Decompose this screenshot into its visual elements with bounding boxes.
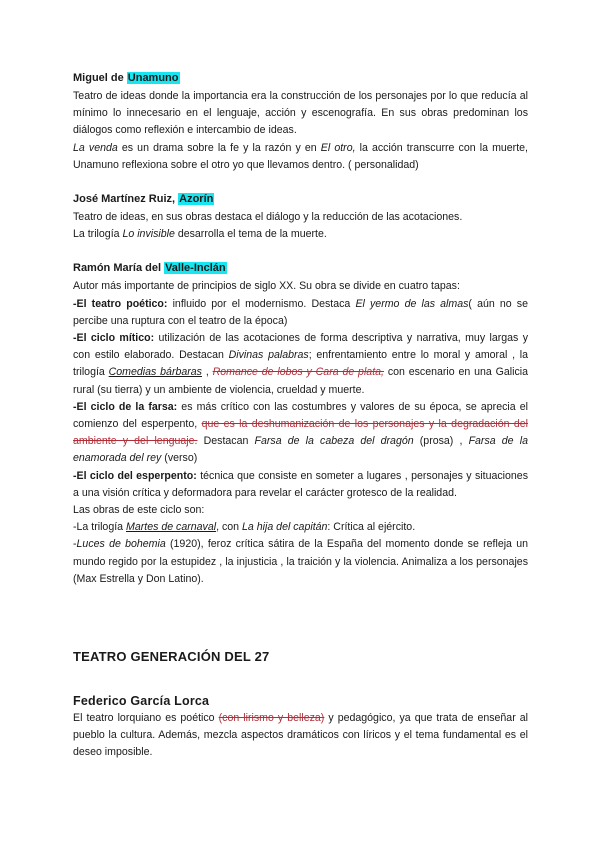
text-run: ( aún no se percibe una ruptura con el teatro de la época)	[73, 297, 528, 327]
work-title: Divinas palabras	[228, 349, 309, 362]
text-run: (1920), feroz crítica sátira de la España del momento donde se refleja un mundo regido por la estupidez , la injusticia , la traición y la violencia. Animaliza a los personajes (Max Estrella y Don Latino).	[73, 538, 528, 585]
heading-prefix: Miguel de	[73, 72, 127, 84]
paragraph-obras-intro: Las obras de este ciclo son:	[73, 504, 205, 517]
work-title: La hija del capitán	[242, 521, 328, 534]
heading-highlight: Azorín	[179, 193, 214, 206]
paragraph-azorin-2	[73, 226, 528, 243]
text-run: la acción transcurre con la muerte, Unamuno reflexiona sobre el otro yo que llevamos dentro. ( personalidad)	[73, 141, 528, 171]
text-run: es un drama sobre la fe y la razón y en	[117, 141, 321, 154]
text-run: con escenario en una Galicia rural (su tierra) y un ambiente de violencia, crueldad y muerte.	[73, 366, 528, 396]
heading-highlight: Unamuno	[127, 72, 179, 84]
work-title: El otro,	[320, 141, 356, 154]
text-run: (prosa) ,	[413, 435, 469, 448]
text-run: técnica que consiste en someter a lugares , personajes y situaciones a una visión crítica y deformadora para revelar el carácter grotesco de la realidad.	[73, 469, 528, 499]
paragraph-ciclo-esperpento	[73, 468, 528, 502]
paragraph-obra-1	[73, 519, 528, 536]
paragraph-teatro-poetico	[73, 296, 528, 330]
work-title: Comedias bárbaras	[108, 366, 202, 379]
text-run: -	[73, 538, 77, 551]
text-run: es más crítico con las costumbres y valores de su época, se aprecia el comienzo del esperpento,	[73, 400, 528, 431]
struck-text: Romance de lobos y Cara de plata,	[212, 366, 384, 379]
text-run: influido por el modernismo. Destaca	[167, 297, 356, 310]
heading-prefix: José Martínez Ruiz,	[73, 193, 179, 206]
text-run: ; enfrentamiento entre lo moral y amoral , la trilogía	[73, 349, 528, 379]
heading-prefix: Ramón María del	[73, 262, 165, 275]
paragraph-unamuno-2	[73, 140, 528, 174]
work-title: Martes de carnaval	[126, 521, 217, 534]
struck-text: que es la deshumanización de los personajes y la degradación del ambiente y del lenguaje.	[73, 418, 528, 448]
text-run: , con	[216, 521, 243, 534]
stage-label: -El ciclo mítico:	[73, 332, 155, 345]
paragraph-lorca	[73, 710, 528, 762]
text-run: El teatro lorquiano es poético	[73, 712, 219, 725]
heading-unamuno	[73, 70, 528, 87]
paragraph-valle-intro: Autor más importante de principios de siglo XX. Su obra se divide en cuatro tapas:	[73, 280, 460, 293]
paragraph-unamuno-1: Teatro de ideas donde la importancia era la construcción de los personajes por lo que reducía al mínimo lo innecesario en el lenguaje, acción y escenografía. En sus obras predominan los diálogos como reflexión e intercambio de ideas.	[73, 90, 528, 137]
section-azorin	[73, 191, 528, 243]
paragraph-ciclo-mitico	[73, 330, 528, 399]
work-title: El yermo de las almas	[355, 297, 469, 310]
heading-valle-inclan	[73, 260, 528, 277]
section-generacion-27	[73, 648, 528, 762]
work-title: Lo invisible	[122, 228, 175, 241]
work-title: Farsa de la cabeza del dragón	[254, 435, 414, 448]
text-run: (verso)	[161, 452, 198, 465]
text-run: ,	[201, 366, 213, 379]
paragraph-ciclo-farsa	[73, 399, 528, 468]
work-title: Luces de bohemia	[76, 538, 166, 551]
heading-lorca: Federico García Lorca	[73, 694, 210, 709]
section-valle-inclan	[73, 260, 528, 588]
text-run: : Crítica al ejército.	[327, 521, 416, 534]
heading-highlight: Valle-Inclán	[165, 262, 226, 275]
text-run: desarrolla el tema de la muerte.	[174, 228, 327, 241]
heading-azorin	[73, 191, 528, 208]
text-run: utilización de las acotaciones de forma descriptiva y narrativa, muy largas y con estilo elaborado. Destacan	[73, 332, 528, 362]
stage-label: -El ciclo de la farsa:	[73, 400, 178, 413]
document-page	[73, 70, 528, 762]
work-title: La venda	[73, 141, 118, 154]
paragraph-azorin-1: Teatro de ideas, en sus obras destaca el diálogo y la reducción de las acotaciones.	[73, 211, 463, 224]
struck-text: (con lirismo y belleza)	[218, 712, 325, 725]
work-title: Farsa de la enamorada del rey	[73, 435, 528, 465]
text-run: Destacan	[197, 435, 255, 448]
text-run: y pedagógico, ya que trata de enseñar al pueblo la cultura. Además, mezcla aspectos dramáticos con líricos y el tema fundamental es el deseo imposible.	[73, 712, 529, 759]
section-unamuno	[73, 70, 528, 174]
text-run: La trilogía	[73, 228, 123, 241]
stage-label: -El teatro poético:	[73, 297, 168, 310]
stage-label: -El ciclo del esperpento:	[73, 469, 197, 482]
text-run: -La trilogía	[73, 521, 126, 534]
heading-generacion-27: TEATRO GENERACIÓN DEL 27	[73, 649, 270, 665]
paragraph-obra-2	[73, 536, 528, 588]
